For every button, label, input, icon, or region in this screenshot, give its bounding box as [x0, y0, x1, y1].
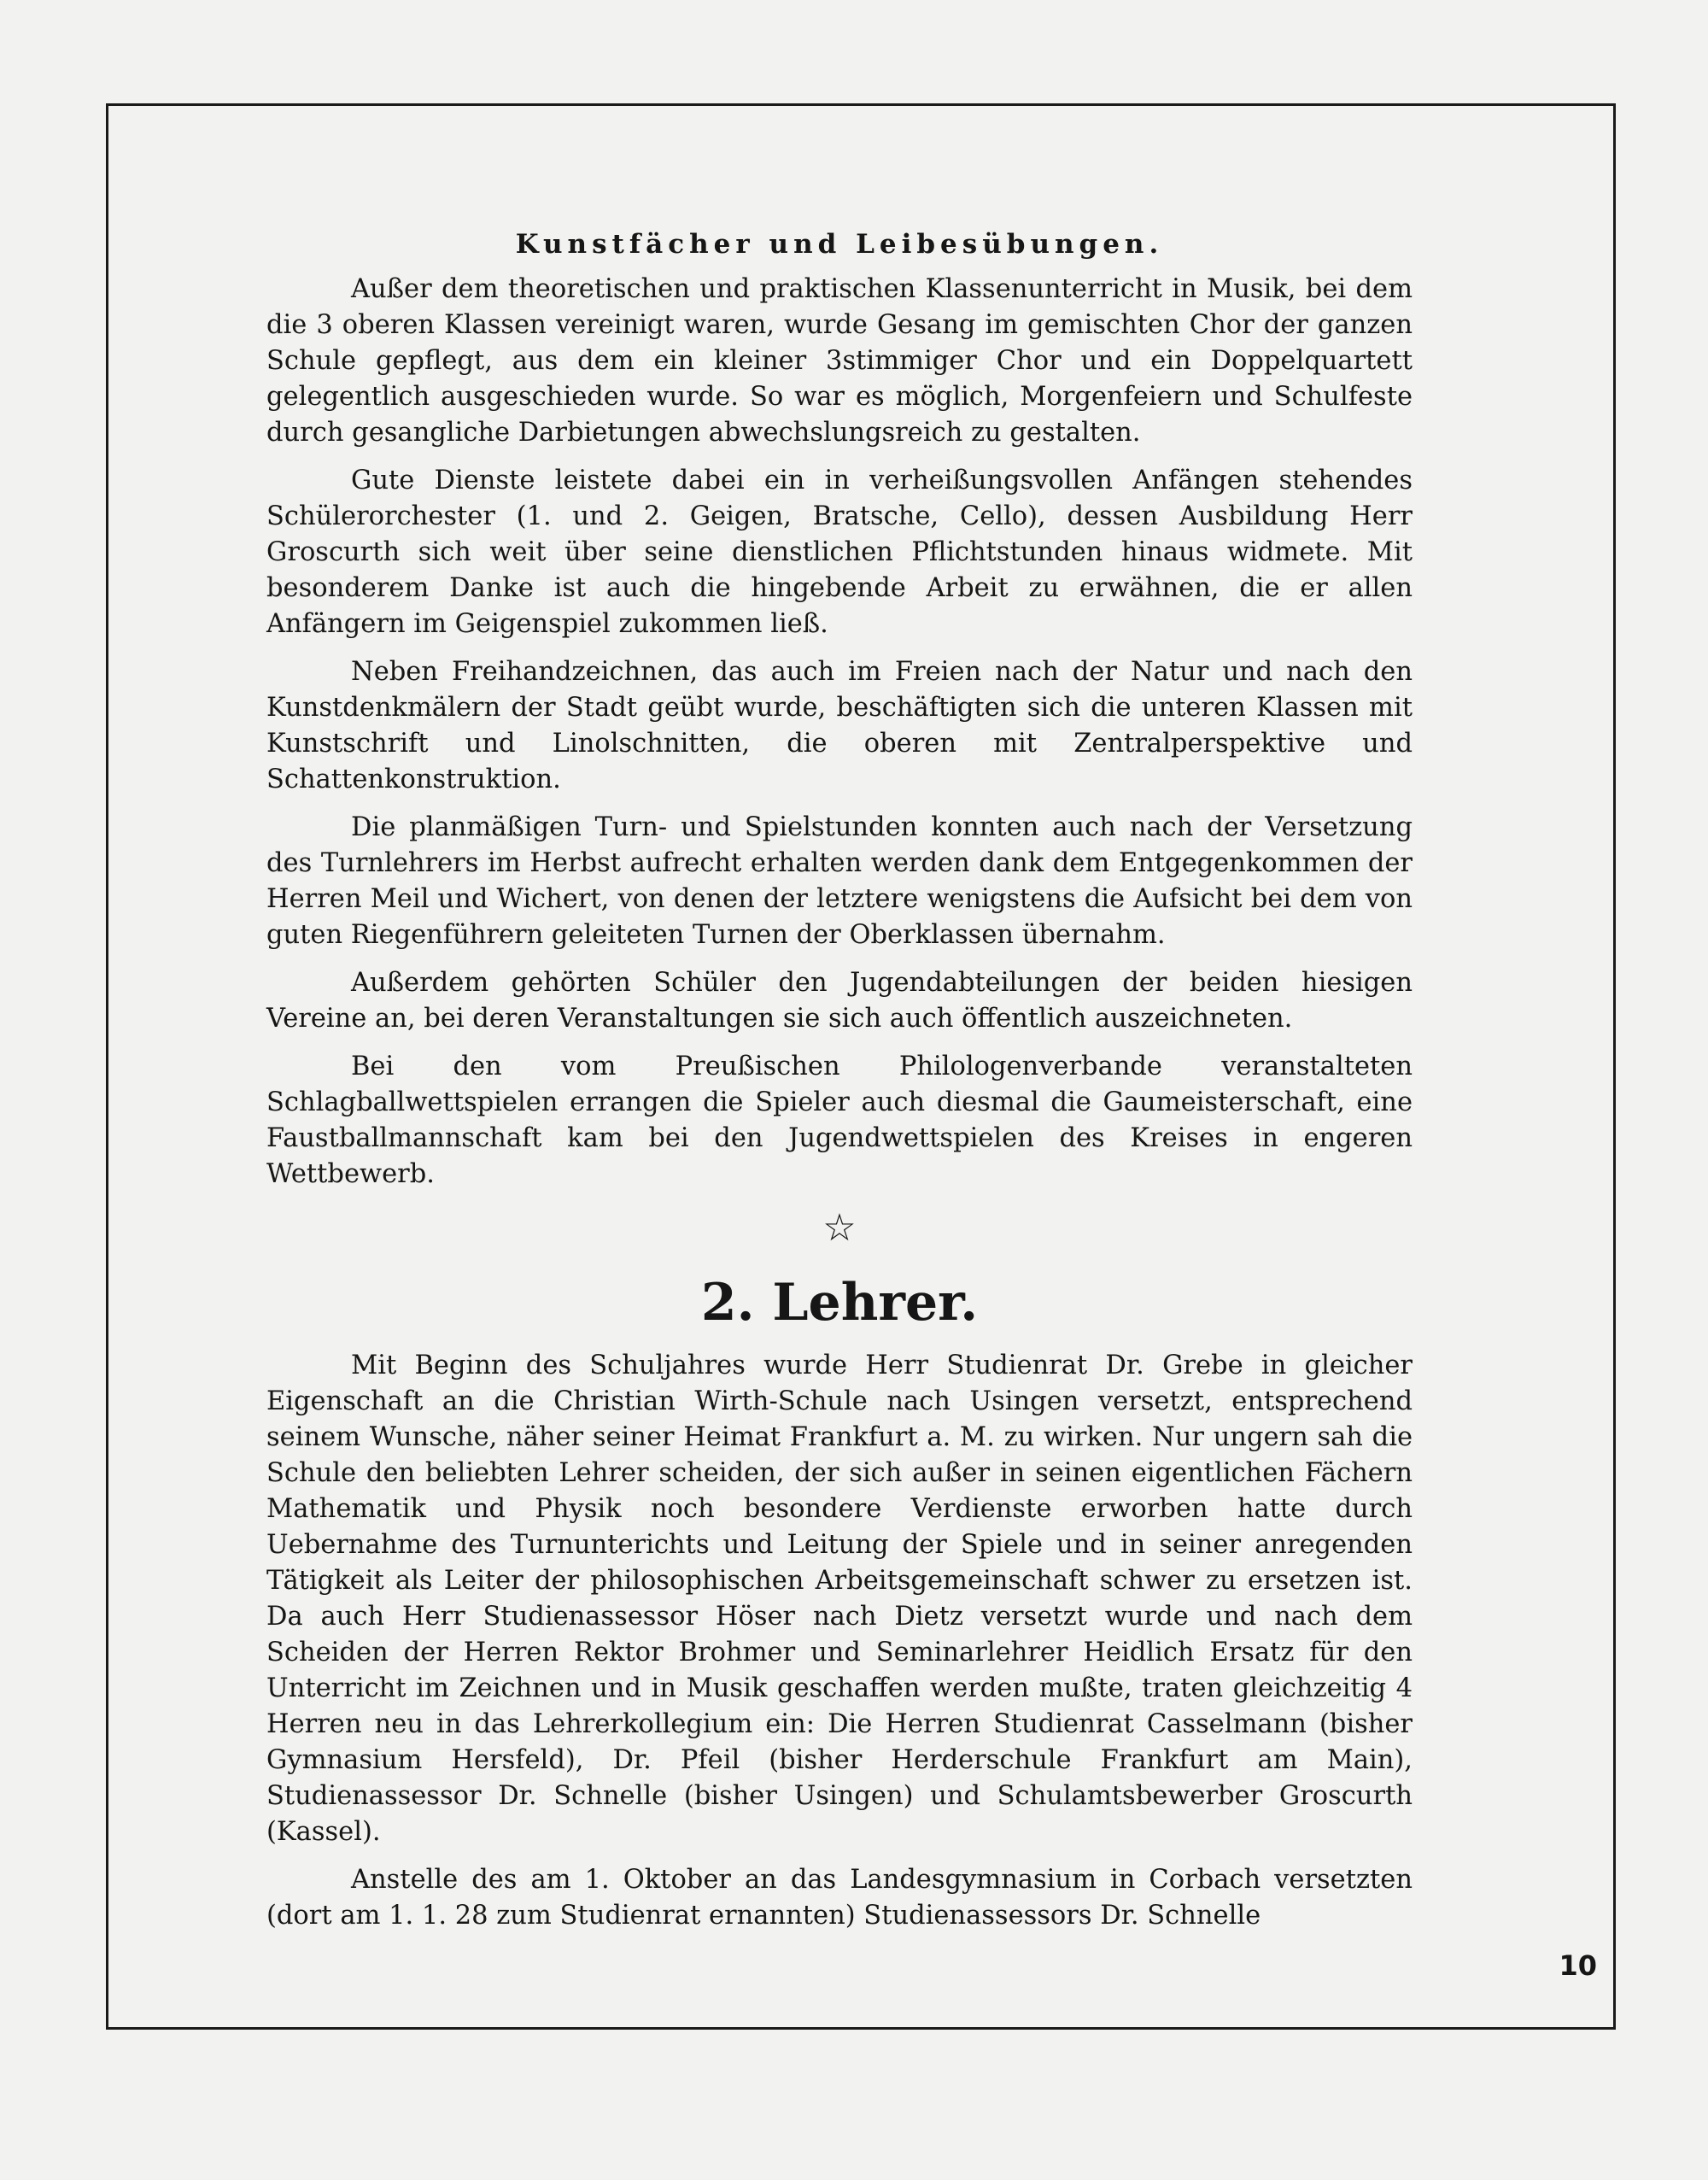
page-content	[266, 224, 1413, 1946]
paragraph-competitions: Bei den vom Preußischen Philologenverbande veranstalteten Schlagballwettspielen errangen die Spieler auch diesmal die Gaumeisterschaft, eine Faustballmannschaft kam bei den Jugendwettspielen des Kreises in engeren Wettbewerb.	[266, 1052, 1413, 1189]
paragraph-gymnastics: Die planmäßigen Turn- und Spielstunden konnten auch nach der Versetzung des Turnlehrers im Herbst aufrecht erhalten werden dank dem Entgegenkommen der Herren Meil und Wichert, von denen der letztere wenigstens die Aufsicht bei dem von guten Riegenführern geleiteten Turnen der Oberklassen übernahm.	[266, 812, 1413, 950]
chapter-title-teachers: 2. Lehrer.	[700, 1273, 979, 1333]
paragraph-drawing: Neben Freihandzeichnen, das auch im Freien nach der Natur und nach den Kunstdenkmälern der Stadt geübt wurde, beschäftigten sich die unteren Klassen mit Kunstschrift und Linolschnitten, die oberen mit Zentralperspektive und Schattenkonstruktion.	[266, 657, 1413, 794]
page-number: 10	[1559, 1949, 1597, 1982]
paragraph-staff-changes: Mit Beginn des Schuljahres wurde Herr Studienrat Dr. Grebe in gleicher Eigenschaft an die Christian Wirth-Schule nach Usingen versetzt, entsprechend seinem Wunsche, näher seiner Heimat Frankfurt a. M. zu wirken. Nur ungern sah die Schule den beliebten Lehrer scheiden, der sich außer in seinen eigentlichen Fächern Mathematik und Physik noch besondere Verdienste erworben hatte durch Uebernahme des Turnunterichts und Leitung der Spiele und in seiner anregenden Tätigkeit als Leiter der philosophischen Arbeitsgemeinschaft schwer zu ersetzen ist. Da auch Herr Studienassessor Höser nach Dietz versetzt wurde und nach dem Scheiden der Herren Rektor Brohmer und Seminarlehrer Heidlich Ersatz für den Unterricht im Zeichnen und in Musik geschaffen werden mußte, traten gleichzeitig 4 Herren neu in das Lehrerkollegium ein: Die Herren Studienrat Casselmann (bisher Gymnasium Hersfeld), Dr. Pfeil (bisher Herderschule Frankfurt am Main), Studienassessor Dr. Schnelle (bisher Usingen) und Schulamtsbewerber Groscurth (Kassel).	[266, 1351, 1413, 1847]
section-heading-arts-sports: Kunstfächer und Leibesübungen.	[515, 229, 1164, 260]
paragraph-music: Außer dem theoretischen und praktischen Klassenunterricht in Musik, bei dem die 3 oberen Klassen vereinigt waren, wurde Gesang im gemischten Chor der ganzen Schule gepflegt, aus dem ein kleiner 3stimmiger Chor und ein Doppelquartett gelegentlich ausgeschieden wurde. So war es möglich, Morgenfeiern und Schulfeste durch gesangliche Darbietungen abwechslungsreich zu gestalten.	[266, 274, 1413, 448]
paragraph-replacement: Anstelle des am 1. Oktober an das Landesgymnasium in Corbach versetzten (dort am 1. 1. 28 zum Studienrat ernannten) Studienassessors Dr. Schnelle	[266, 1865, 1413, 1931]
paragraph-clubs: Außerdem gehörten Schüler den Jugendabteilungen der beiden hiesigen Vereine an, bei deren Veranstaltungen sie sich auch öffentlich auszeichneten.	[266, 968, 1413, 1034]
paragraph-orchestra: Gute Dienste leistete dabei ein in verheißungsvollen Anfängen stehendes Schülerorchester (1. und 2. Geigen, Bratsche, Cello), dessen Ausbildung Herr Groscurth sich weit über seine dienstlichen Pflichtstunden hinaus widmete. Mit besonderem Danke ist auch die hingebende Arbeit zu erwähnen, die er allen Anfängern im Geigenspiel zukommen ließ.	[266, 466, 1413, 639]
star-divider-icon: ☆	[822, 1206, 857, 1250]
